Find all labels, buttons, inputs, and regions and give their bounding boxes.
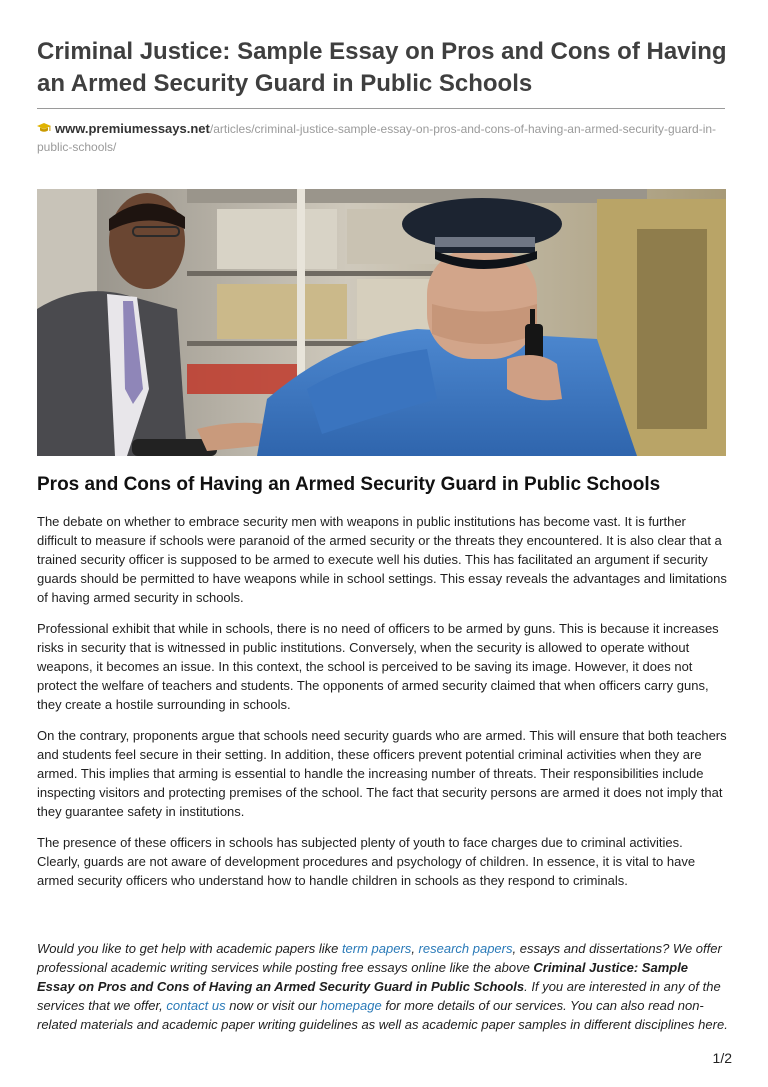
paragraph: Professional exhibit that while in schools, there is no need of officers to be armed by guns. This is because it increases risks in security that is witnessed in public institutions. Conversely, when the security is allowed to operate without weapons, it becomes an issue. In this context, the school is perceived to be saving its image. However, it does not protect the welfare of teachers and students. The opponents of armed security claimed that when officers carry guns, they create a hostile surrounding in schools. — [37, 621, 719, 712]
paragraph: The presence of these officers in schools has subjected plenty of youth to face charges due to criminal activities. Clearly, guards are not aware of development procedures and psychology of children. In essence, it is vital to have armed security officers who understand how to handle children in schools as they respond to criminals. — [37, 835, 696, 888]
promo-essay-title: Criminal Justice: Sample Essay on Pros and Cons of Having an Armed Security Guard in Public Schools — [37, 960, 689, 994]
source-path-link[interactable]: /articles/criminal-justice-sample-essay-on-pros-and-cons-of-having-an-armed-security-guard-in-public-schools/ — [37, 122, 717, 154]
promo-text: . If you are interested in any of the services that we offer, — [37, 979, 721, 1013]
article-photo — [37, 189, 726, 456]
page-title: Criminal Justice: Sample Essay on Pros and Cons of Having an Armed Security Guard in Public Schools — [37, 38, 727, 97]
essay-body — [37, 512, 729, 902]
promo-text: Would you like to get help with academic papers like — [37, 941, 342, 956]
promo-text: , — [411, 941, 419, 956]
paragraph: On the contrary, proponents argue that schools need security guards who are armed. This will ensure that both teachers and students feel secure in their setting. In addition, these officers prevent potential criminal activities when they are armed. This implies that arming is essential to handle the increasing number of threats. Their responsibilities include inspecting visitors and protecting premises of the school. The fact that security persons are armed it does not imply that they guarantee safety in institutions. — [37, 728, 727, 819]
promo-paragraph — [37, 939, 729, 1034]
section-heading: Pros and Cons of Having an Armed Security Guard in Public Schools — [37, 474, 661, 495]
term-papers-link[interactable]: term papers — [341, 941, 412, 956]
promo-text: for more details of our services. You can also read non-related materials and academic paper writing guidelines as well as academic paper samples in different disciplines here. — [37, 998, 728, 1032]
paragraph: The debate on whether to embrace security men with weapons in public institutions has become vast. It is further difficult to measure if schools were paranoid of the armed security or the threats they encountered. It is also clear that a trained security officer is supposed to be armed to execute well his duties. This has facilitated an argument if security guards should be permitted to have weapons while in school settings. This essay reveals the advantages and limitations of having armed security in schools. — [37, 514, 727, 605]
contact-us-link[interactable]: contact us — [166, 998, 226, 1013]
homepage-link[interactable]: homepage — [320, 998, 382, 1013]
title-divider — [37, 108, 725, 109]
promo-text: , essays and dissertations? We offer professional academic writing services while posting free essays online like the above — [37, 941, 722, 975]
research-papers-link[interactable]: research papers — [418, 941, 513, 956]
graduation-cap-icon — [37, 122, 51, 139]
source-domain-link[interactable]: www.premiumessays.net — [55, 121, 210, 136]
promo-text: now or visit our — [225, 998, 321, 1013]
photo-businessman-and-security-guard — [37, 189, 726, 456]
page-number: 1/2 — [712, 1050, 732, 1066]
source-line — [37, 120, 727, 156]
